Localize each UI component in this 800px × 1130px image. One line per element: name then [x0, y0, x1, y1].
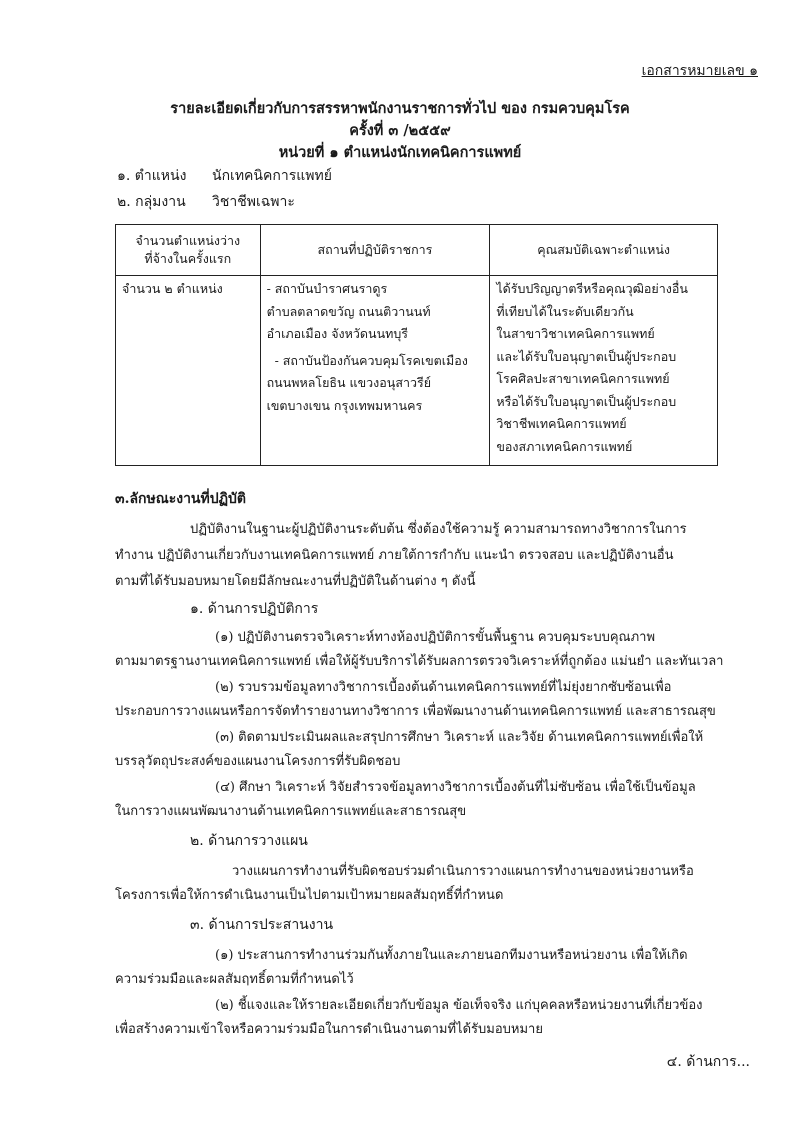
- header-workplace: สถานที่ปฏิบัติราชการ: [260, 225, 490, 276]
- vacancy-count: จำนวน ๒ ตำแหน่ง: [122, 281, 223, 296]
- header-vacancies: จำนวนตำแหน่งว่าง ที่จ้างในครั้งแรก: [116, 225, 261, 276]
- location-line: อำเภอเมือง จังหวัดนนทบุรี: [266, 326, 409, 341]
- coordination-item: (๑) ประสานการทำงานร่วมกันทั้งภายในและภายนอกทีมงานหรือหน่วยงาน เพื่อให้เกิด: [215, 948, 688, 963]
- continuation-marker: ๔. ด้านการ...: [666, 1054, 750, 1070]
- qualification-line: ของสภาเทคนิคการแพทย์: [496, 438, 633, 454]
- location-line: เขตบางเขน กรุงเทพมหานคร: [266, 397, 423, 413]
- position-spec-table: [115, 224, 718, 466]
- document-number: เอกสารหมายเลข ๑: [641, 63, 758, 79]
- workplace-cell: [260, 276, 490, 466]
- intro-line: ตามที่ได้รับมอบหมายโดยมีลักษณะงานที่ปฏิบัติในด้านต่าง ๆ ดังนี้: [115, 574, 476, 589]
- operations-item-cont: บรรลุวัตถุประสงค์ของแผนงานโครงการที่รับผิดชอบ: [115, 754, 401, 769]
- table-row: [116, 276, 718, 466]
- qualification-line: ที่เทียบได้ในระดับเดียวกัน: [496, 303, 634, 319]
- table-header-row: [116, 225, 718, 276]
- header-qualifications: คุณสมบัติเฉพาะตำแหน่ง: [490, 225, 718, 276]
- operations-item-cont: ในการวางแผนพัฒนางานด้านเทคนิคการแพทย์และสาธารณสุข: [115, 804, 467, 819]
- intro-line: ทำงาน ปฏิบัติงานเกี่ยวกับงานเทคนิคการแพทย์ ภายใต้การกำกับ แนะนำ ตรวจสอบ และปฏิบัติงานอื่น: [115, 548, 674, 563]
- qualification-line: โรคศิลปะสาขาเทคนิคการแพทย์: [496, 371, 670, 386]
- location-line: - สถาบันบำราศนราดูร: [266, 281, 388, 296]
- operations-item-cont: ประกอบการวางแผนหรือการจัดทำรายงานทางวิชาการ เพื่อพัฒนางานด้านเทคนิคการแพทย์ และสาธารณสุข: [115, 704, 716, 719]
- operations-item: (๓) ติดตามประเมินผลและสรุปการศึกษา วิเคราะห์ และวิจัย ด้านเทคนิคการแพทย์เพื่อให้: [215, 730, 704, 745]
- coordination-item: (๒) ชี้แจงและให้รายละเอียดเกี่ยวกับข้อมูล ข้อเท็จจริง แก่บุคคลหรือหน่วยงานที่เกี่ยวข้อง: [215, 998, 703, 1013]
- qualification-line: ได้รับปริญญาตรีหรือคุณวุฒิอย่างอื่น: [496, 281, 688, 296]
- qualification-line: ในสาขาวิชาเทคนิคการแพทย์: [496, 326, 655, 341]
- planning-line: วางแผนการทำงานที่รับผิดชอบร่วมดำเนินการวางแผนการทำงานของหน่วยงานหรือ: [232, 864, 694, 879]
- operations-item: (๔) ศึกษา วิเคราะห์ วิจัยสำรวจข้อมูลทางวิชาการเบื้องต้นที่ไม่ซับซ้อน เพื่อใช้เป็นข้อมูล: [215, 780, 696, 795]
- vacancy-count-cell: [116, 276, 261, 466]
- coordination-item-cont: ความร่วมมือและผลสัมฤทธิ์ตามที่กำหนดไว้: [115, 972, 354, 987]
- location-line: - สถาบันป้องกันควบคุมโรคเขตเมือง: [274, 352, 468, 368]
- location-line: ตำบลตลาดขวัญ ถนนติวานนท์: [266, 303, 431, 319]
- round-number: ครั้งที่ ๓ /๒๕๕๙: [349, 122, 451, 139]
- location-line: ถนนพหลโยธิน แขวงอนุสาวรีย์: [266, 375, 432, 390]
- intro-line: ปฏิบัติงานในฐานะผู้ปฏิบัติงานระดับต้น ซึ่งต้องใช้ความรู้ ความสามารถทางวิชาการในการ: [190, 522, 687, 537]
- qualification-line: หรือได้รับใบอนุญาตเป็นผู้ประกอบ: [496, 393, 677, 409]
- qualification-line: และได้รับใบอนุญาตเป็นผู้ประกอบ: [496, 348, 677, 364]
- subsection-coordination-title: ๓. ด้านการประสานงาน: [190, 917, 334, 933]
- qualification-line: วิชาชีพเทคนิคการแพทย์: [496, 416, 627, 431]
- position-value: นักเทคนิคการแพทย์: [212, 168, 332, 184]
- coordination-item-cont: เพื่อสร้างความเข้าใจหรือความร่วมมือในการดำเนินงานตามที่ได้รับมอบหมาย: [115, 1022, 543, 1037]
- position-label: ๑. ตำแหน่ง: [117, 168, 187, 184]
- group-value: วิชาชีพเฉพาะ: [212, 194, 295, 210]
- group-label: ๒. กลุ่มงาน: [117, 194, 186, 210]
- subsection-operations-title: ๑. ด้านการปฏิบัติการ: [190, 601, 319, 617]
- planning-line: โครงการเพื่อให้การดำเนินงานเป็นไปตามเป้าหมายผลสัมฤทธิ์ที่กำหนด: [115, 888, 504, 903]
- document-title: รายละเอียดเกี่ยวกับการสรรหาพนักงานราชการทั่วไป ของ กรมควบคุมโรค: [170, 100, 630, 117]
- operations-item: (๑) ปฏิบัติงานตรวจวิเคราะห์ทางห้องปฏิบัติการขั้นพื้นฐาน ควบคุมระบบคุณภาพ: [215, 630, 656, 645]
- section-3-title: ๓.ลักษณะงานที่ปฏิบัติ: [115, 491, 246, 507]
- unit-heading: หน่วยที่ ๑ ตำแหน่งนักเทคนิคการแพทย์: [278, 144, 522, 161]
- operations-item-cont: ตามมาตรฐานงานเทคนิคการแพทย์ เพื่อให้ผู้รับบริการได้รับผลการตรวจวิเคราะห์ที่ถูกต้อง แม่นยำ และทันเวลา: [115, 654, 724, 669]
- subsection-planning-title: ๒. ด้านการวางแผน: [190, 833, 308, 849]
- operations-item: (๒) รวบรวมข้อมูลทางวิชาการเบื้องต้นด้านเทคนิคการแพทย์ที่ไม่ยุ่งยากซับซ้อนเพื่อ: [215, 680, 672, 695]
- qualification-cell: [490, 276, 718, 466]
